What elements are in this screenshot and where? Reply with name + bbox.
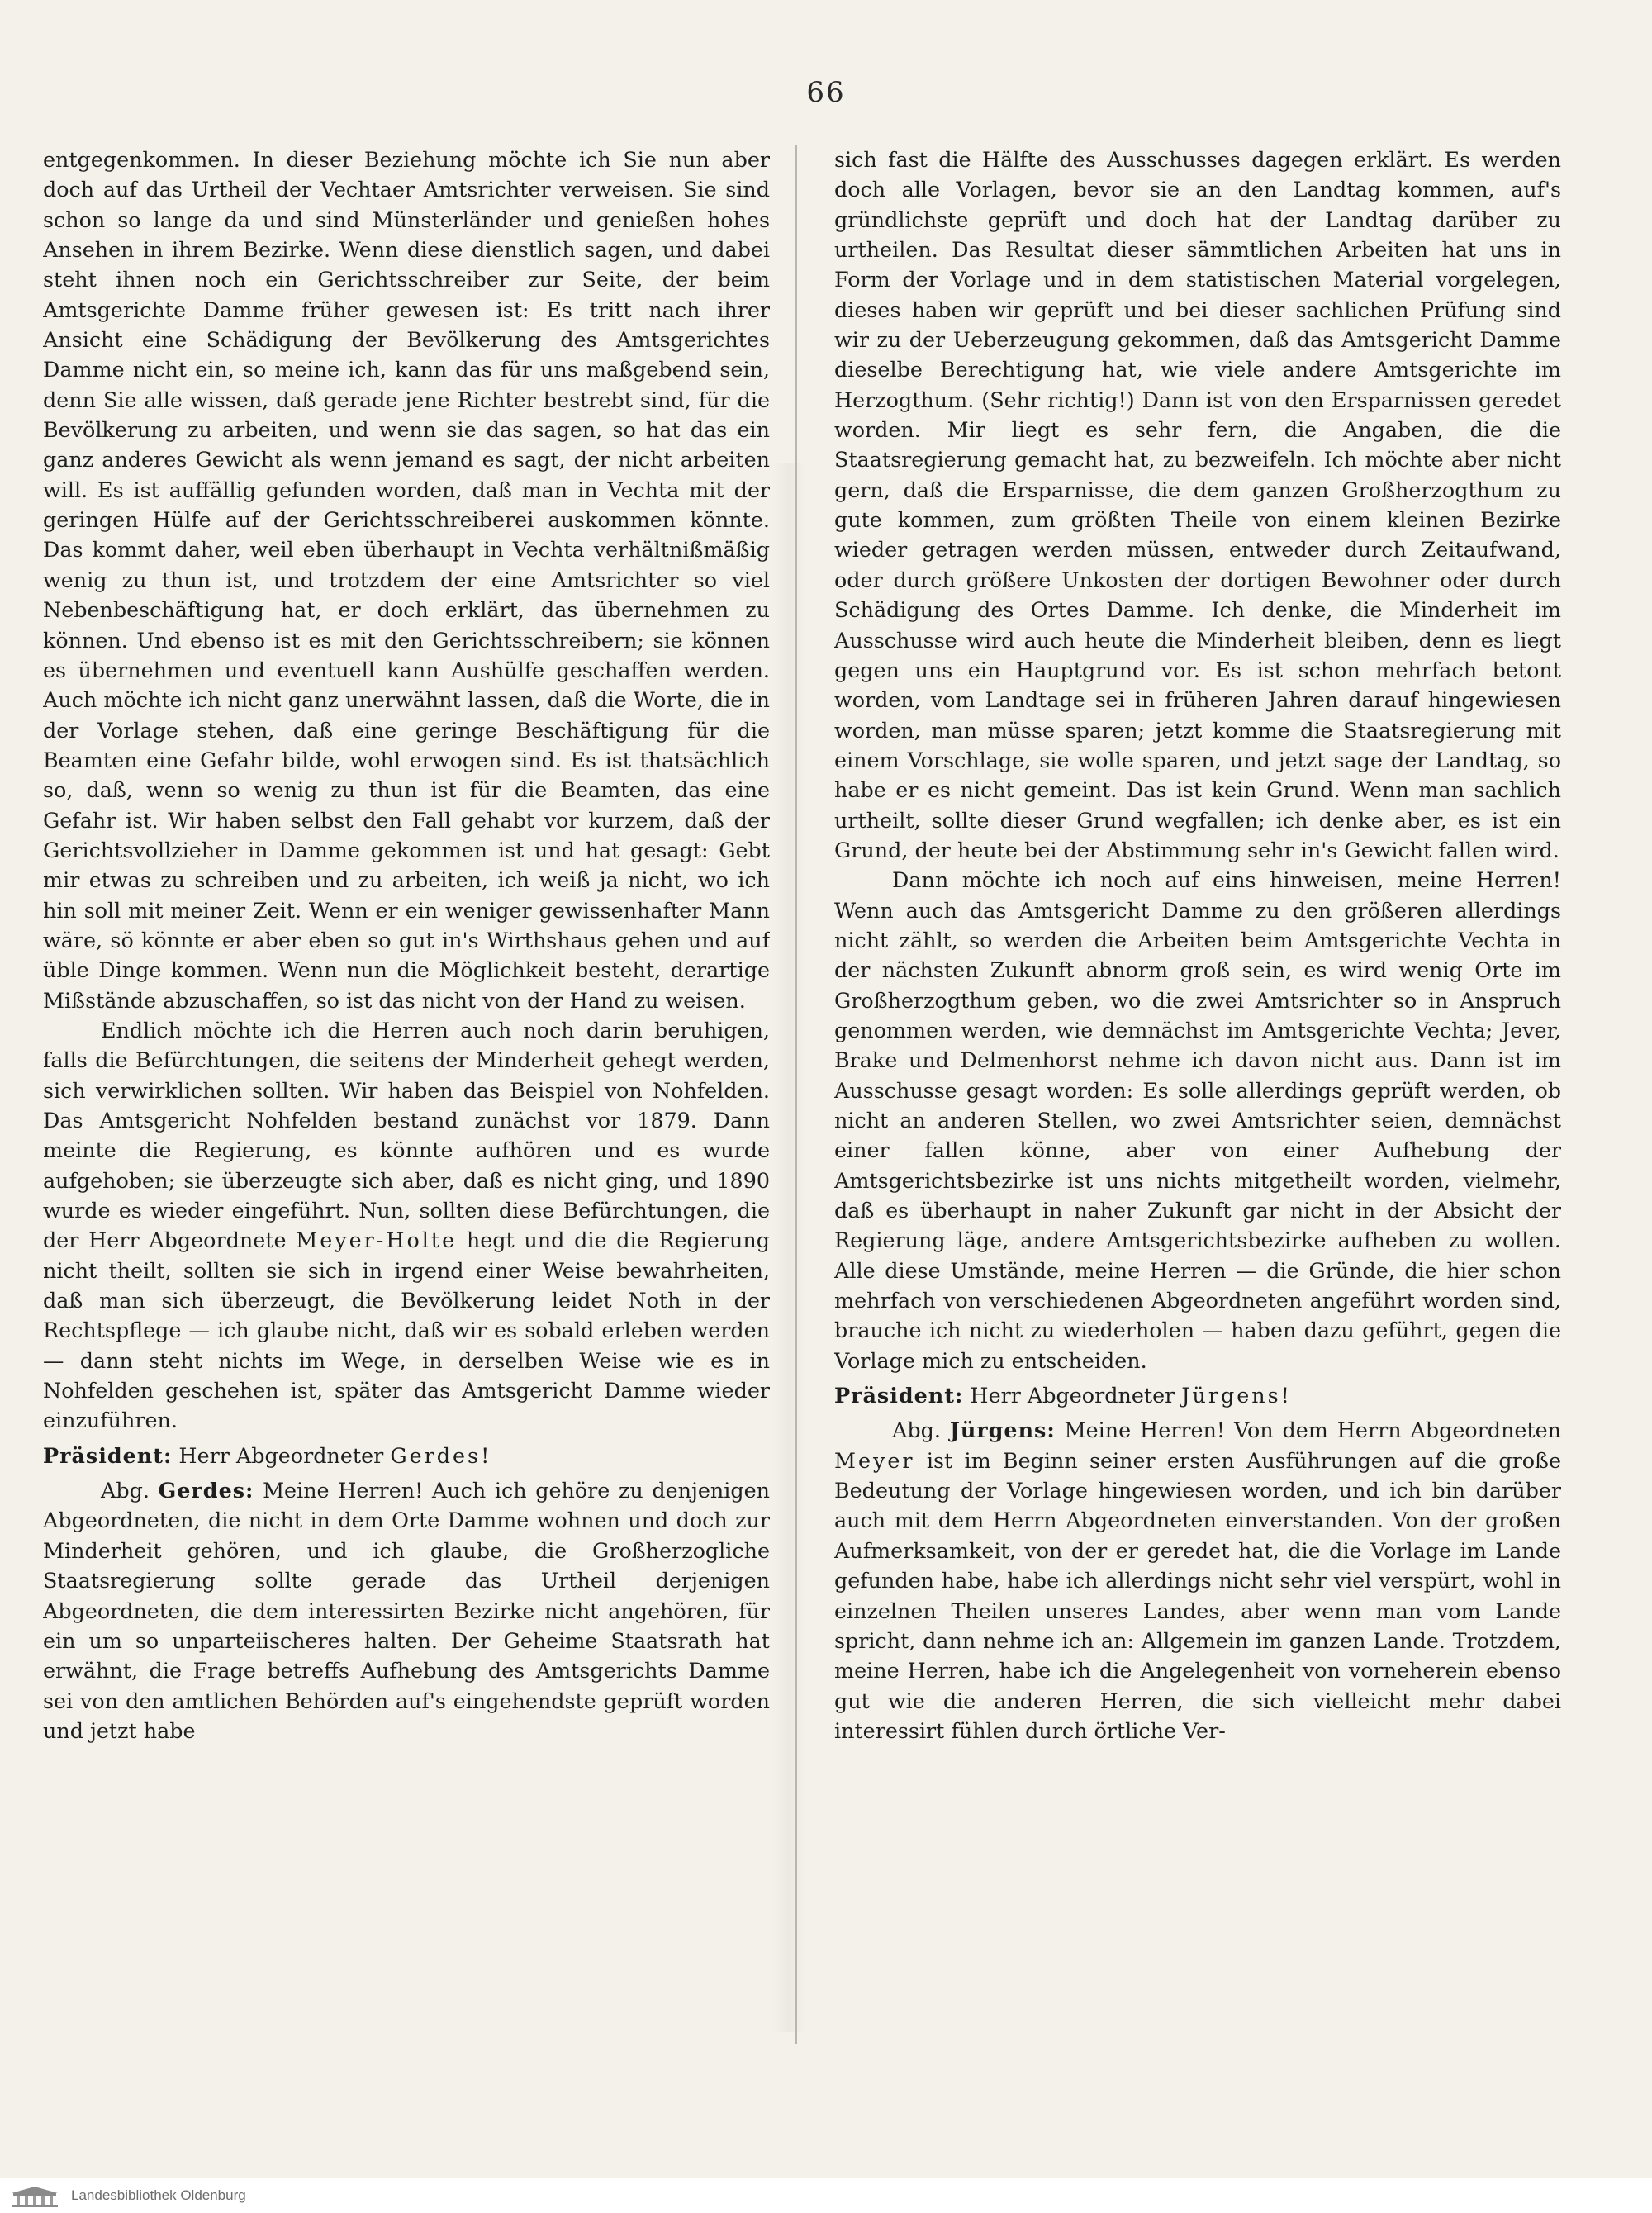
gerdes-prefix: Abg. bbox=[101, 1478, 150, 1503]
president-call-gerdes bbox=[43, 1441, 770, 1470]
gerdes-text: Meine Herren! Auch ich gehöre zu denjenigen Abgeordneten, die nicht in dem Orte Damme wohnen und doch zur Minderheit gehören, und ich glaube, die Großherzogliche Staatsregierung sollte gerade das Urtheil derjenigen Abgeordneten, die dem interessirten Bezirke nicht angehören, für ein um so unparteiischeres halten. Der Geheime Staatsrath hat erwähnt, die Frage betreffs Aufhebung des Amtsgerichts Damme sei von den amtlichen Behörden auf's eingehendste geprüft worden und jetzt habe bbox=[43, 1478, 770, 1743]
jurgens-prefix: Abg. bbox=[892, 1418, 941, 1443]
left-paragraph-1: entgegenkommen. In dieser Beziehung möchte ich Sie nun aber doch auf das Urtheil der Vechtaer Amtsrichter verweisen. Sie sind schon so lange da und sind Münsterländer und genießen hohes Ansehen in ihrem Bezirke. Wenn diese dienstlich sagen, und dabei steht ihnen noch ein Gerichtsschreiber zur Seite, der beim Amtsgerichte Damme früher gewesen ist: Es tritt nach ihrer Ansicht eine Schädigung der Bevölkerung des Amtsgerichtes Damme nicht ein, so meine ich, kann das für uns maßgebend sein, denn Sie alle wissen, daß gerade jene Richter bestrebt sind, für die Bevölkerung zu arbeiten, und wenn sie das sagen, so hat das ein ganz anderes Gewicht als wenn jemand es sagt, der nicht arbeiten will. Es ist auffällig gefunden worden, daß man in Vechta mit der geringen Hülfe auf der Gerichtsschreiberei auskommen könnte. Das kommt daher, weil eben überhaupt in Vechta verhältnißmäßig wenig zu thun ist, und trotzdem der eine Amtsrichter so viel Nebenbeschäftigung hat, er doch erklärt, das übernehmen zu können. Und ebenso ist es mit den Gerichtsschreibern; sie können es übernehmen und eventuell kann Aushülfe geschaffen werden. Auch möchte ich nicht ganz unerwähnt lassen, daß die Worte, die in der Vorlage stehen, daß eine geringe Beschäftigung für die Beamten eine Gefahr bilde, wohl erwogen sind. Es ist thatsächlich so, daß, wenn so wenig zu thun ist für die Beamten, das eine Gefahr ist. Wir haben selbst den Fall gehabt vor kurzem, daß der Gerichtsvollzieher in Damme gekommen ist und hat gesagt: Gebt mir etwas zu schreiben und zu arbeiten, ich weiß ja nicht, wo ich hin soll mit meiner Zeit. Wenn er ein weniger gewissenhafter Mann wäre, sö könnte er aber eben so gut in's Wirthshaus gehen und auf üble Dinge kommen. Wenn nun die Möglichkeit besteht, derartige Mißstände abzuschaffen, so ist das nicht von der Hand zu weisen. bbox=[43, 147, 770, 1013]
gerdes-label: Gerdes: bbox=[158, 1478, 254, 1503]
speaker-name-meyer-holte: Meyer-Holte bbox=[296, 1228, 458, 1253]
left-paragraph-2 bbox=[43, 1015, 770, 1436]
left-paragraph-2-continued: hegt und die die Regierung nicht theilt, sollten sie sich in irgend einer Weise bewahrheiten, daß man sich überzeugt, die Bevölkerung leidet Noth in der Rechtspflege — ich glaube nicht, daß wir es sobald erleben werden — dann steht nichts im Wege, in derselben Weise wie es in Nohfelden geschehen ist, später das Amtsgericht Damme wieder einzuführen. bbox=[43, 1228, 770, 1433]
president-call-name: Jürgens! bbox=[1181, 1383, 1292, 1408]
left-column bbox=[43, 145, 770, 2036]
president-label: Präsident: bbox=[834, 1383, 964, 1408]
right-paragraph-1: sich fast die Hälfte des Ausschusses dagegen erklärt. Es werden doch alle Vorlagen, bevor sie an den Landtag kommen, auf's gründlichste geprüft und doch hat der Landtag darüber zu urtheilen. Das Resultat dieser sämmtlichen Arbeiten hat uns in Form der Vorlage und in dem statistischen Material vorgelegen, dieses haben wir geprüft und bei dieser sachlichen Prüfung sind wir zu der Ueberzeugung gekommen, daß das Amtsgericht Damme dieselbe Berechtigung hat, wie viele andere Amtsgerichte im Herzogthum. (Sehr richtig!) Dann ist von den Ersparnissen geredet worden. Mir liegt es sehr fern, die Angaben, die die Staatsregierung gemacht hat, zu bezweifeln. Ich möchte aber nicht gern, daß die Ersparnisse, die dem ganzen Großherzogthum zu gute kommen, zum größten Theile von einem kleinen Bezirke wieder getragen werden müssen, entweder durch Zeitaufwand, oder durch größere Unkosten der dortigen Bewohner oder durch Schädigung des Ortes Damme. Ich denke, die Minderheit im Ausschusse wird auch heute die Minderheit bleiben, denn es liegt gegen uns ein Hauptgrund vor. Es ist schon mehrfach betont worden, vom Landtage sei in früheren Jahren darauf hingewiesen worden, man müsse sparen; jetzt komme die Staatsregierung mit einem Vorschlage, sie wolle sparen, und jetzt sage der Landtag, so habe er es nicht gemeint. Das ist kein Grund. Wenn man sachlich urtheilt, sollte dieser Grund wegfallen; ich denke aber, es ist ein Grund, der heute bei der Abstimmung sehr in's Gewicht fallen wird. bbox=[834, 147, 1561, 862]
president-call-name: Gerdes! bbox=[390, 1442, 492, 1468]
right-paragraph-2: Dann möchte ich noch auf eins hinweisen, meine Herren! Wenn auch das Amtsgericht Damme zu den größeren allerdings nicht zählt, so werden die Arbeiten beim Amtsgerichte Vechta in der nächsten Zukunft abnorm groß sein, es wird wenig Orte im Großherzogthum geben, wo die zwei Amtsrichter so in Anspruch genommen werden, wie demnächst im Amtsgerichte Vechta; Jever, Brake und Delmenhorst nehme ich davon nicht aus. Dann ist im Ausschusse gesagt worden: Es solle allerdings geprüft werden, ob nicht an anderen Stellen, wo zwei Amtsrichter seien, demnächst einer fallen könne, aber von einer Aufhebung der Amtsgerichtsbezirke ist uns nichts mitgetheilt worden, vielmehr, daß es überhaupt in naher Zukunft gar nicht in der Absicht der Regierung läge, andere Amtsgerichtsbezirke aufheben zu wollen. Alle diese Umstände, meine Herren — die Gründe, die hier schon mehrfach von verschiedenen Abgeordneten angeführt worden sind, brauche ich nicht zu wiederholen — haben dazu geführt, gegen die Vorlage mich zu entscheiden. bbox=[834, 867, 1561, 1373]
jurgens-speech bbox=[834, 1415, 1561, 1745]
president-call-text: Herr Abgeordneter bbox=[970, 1383, 1175, 1408]
president-call-jurgens bbox=[834, 1380, 1561, 1410]
jurgens-text-2: ist im Beginn seiner ersten Ausführungen auf die große Bedeutung der Vorlage hingewiesen worden, und ich bin darüber auch mit dem Herrn Abgeordneten einverstanden. Von der großen Aufmerksamkeit, von der er geredet hat, die die Vorlage im Lande gefunden habe, habe ich allerdings nicht sehr viel verspürt, wohl in einzelnen Theilen unseres Landes, aber wenn man vom Lande spricht, dann nehme ich an: Allgemein im ganzen Lande. Trotzdem, meine Herren, habe ich die Angelegenheit von vorneherein ebenso gut wie die anderen Herren, die sich vielleicht mehr dabei interessirt fühlen durch örtliche Ver- bbox=[834, 1447, 1561, 1743]
president-call-text: Herr Abgeordneter bbox=[178, 1442, 384, 1468]
speaker-name-meyer: Meyer bbox=[834, 1447, 915, 1473]
jurgens-label: Jürgens: bbox=[949, 1418, 1056, 1443]
jurgens-text-1: Meine Herren! Von dem Herrn Abgeordneten bbox=[1064, 1418, 1561, 1443]
column-divider bbox=[795, 145, 797, 2044]
right-column bbox=[834, 145, 1561, 2036]
page-fold-shadow bbox=[772, 463, 805, 2032]
library-credit[interactable]: Landesbibliothek Oldenburg bbox=[71, 2187, 246, 2203]
president-label: Präsident: bbox=[43, 1442, 173, 1468]
library-building-icon bbox=[10, 2185, 59, 2208]
left-paragraph-2-text: Endlich möchte ich die Herren auch noch darin beruhigen, falls die Befürchtungen, die seitens der Minderheit gehegt werden, sich verwirklichen sollten. Wir haben das Beispiel von Nohfelden. Das Amtsgericht Nohfelden bestand zunächst vor 1879. Dann meinte die Regierung, es könnte aufhören und es wurde aufgehoben; sie überzeugte sich aber, daß es nicht ging, und 1890 wurde es wieder eingeführt. Nun, sollten diese Befürchtungen, die der Herr Abgeordnete bbox=[43, 1017, 770, 1253]
gerdes-speech bbox=[43, 1475, 770, 1745]
footer-bar bbox=[0, 2178, 1652, 2213]
page-number: 66 bbox=[806, 76, 846, 109]
